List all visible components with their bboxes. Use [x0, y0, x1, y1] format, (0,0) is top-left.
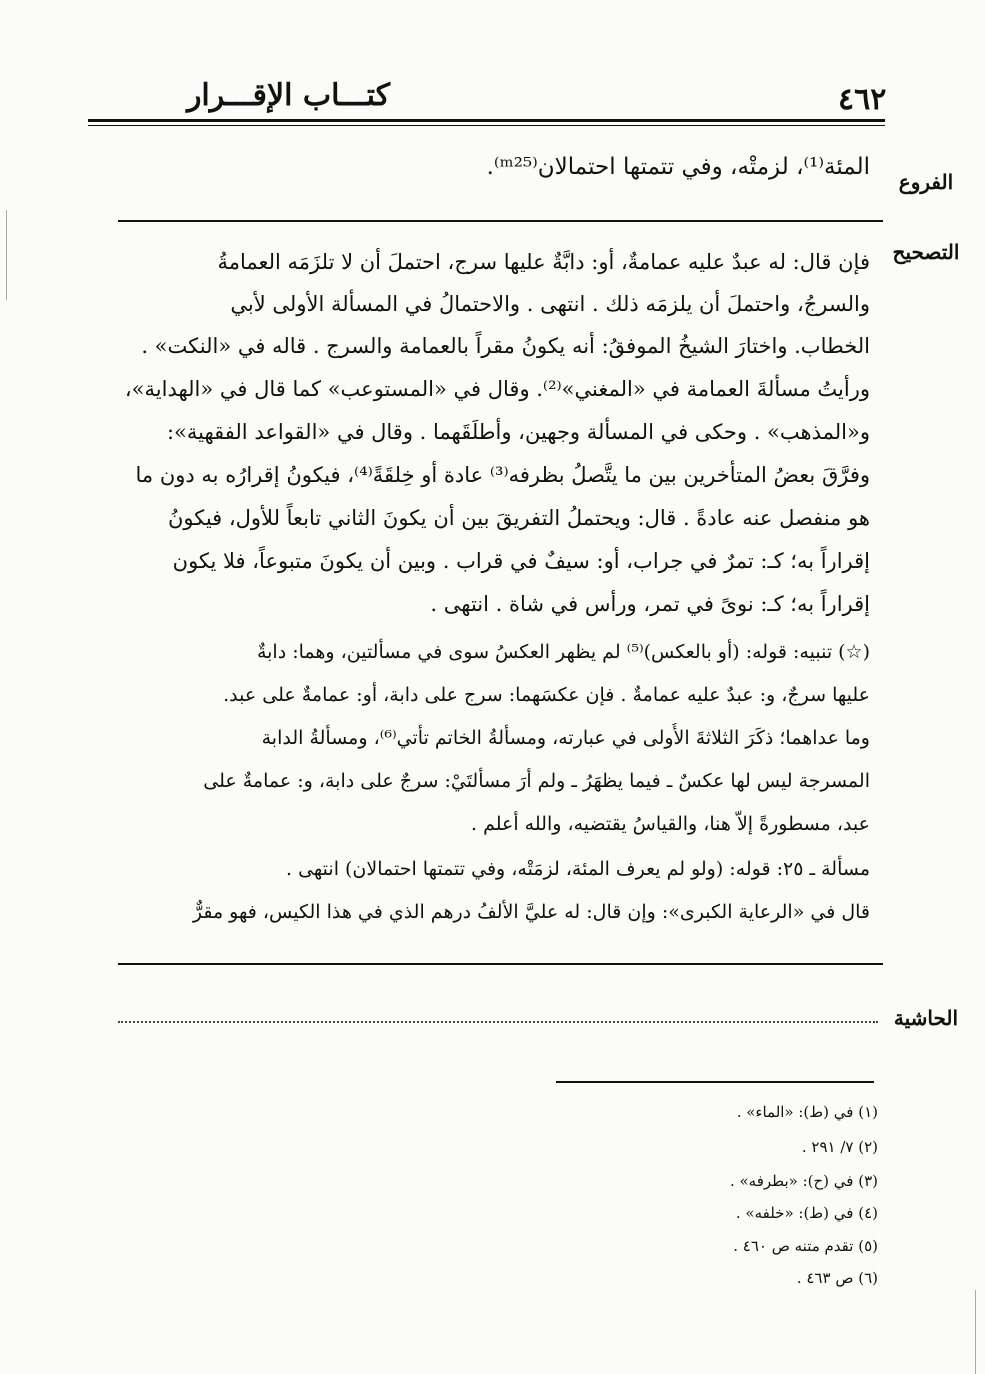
label-furu: الفروع: [898, 170, 954, 194]
tanbih-line: عليها سرجٌ، و: عبدٌ عليه عمامةٌ . فإن عكسَهما: سرج على دابة، أو: عمامةٌ على عبد.: [223, 684, 870, 706]
masala-line: مسألة ـ ٢٥: قوله: (ولو لم يعرف المئة، لزمَتْه، وفي تتمتها احتمالان) انتهى .: [286, 858, 870, 880]
tashih-line: إقراراً به؛ كـ: نوىً في تمر، ورأس في شاة . انتهى .: [430, 592, 870, 616]
scan-margin-mark: [6, 210, 7, 300]
tashih-line: فإن قال: له عبدٌ عليه عمامةٌ، أو: دابَّةٌ عليها سرج، احتملَ أن لا تلزَمَه العمامةُ: [217, 250, 870, 274]
tashih-line: إقراراً به؛ كـ: تمرٌ في جراب، أو: سيفٌ في قراب . وبين أن يكونَ متبوعاً، فلا يكون: [172, 549, 870, 573]
tanbih-line: المسرجة ليس لها عكسٌ ـ فيما يظهَرُ ـ ولم أرَ مسألتَيْ: سرجٌ على دابة، و: عمامةٌ على: [203, 770, 870, 792]
page-number: ٤٦٢: [838, 82, 887, 117]
tashih-separator: [118, 963, 883, 965]
tashih-line: والسرجُ، واحتملَ أن يلزمَه ذلك . انتهى . والاحتمالُ في المسألة الأولى لأبي: [230, 292, 870, 316]
footnote: (٥) تقدم متنه ص ٤٦٠ .: [733, 1237, 878, 1255]
tanbih-line: (☆) تنبيه: قوله: (أو بالعكس)⁽⁵⁾ لم يظهر العكسُ سوى في مسألتين، وهما: دابةٌ: [256, 641, 870, 663]
tanbih-line: وما عداهما؛ ذكَرَ الثلاثةَ الأُولى في عبارته، ومسألةُ الخاتم تأتي⁽⁶⁾، ومسألةُ الدابة: [261, 727, 870, 749]
book-title: كتـــاب الإقـــرار: [186, 78, 390, 113]
footnote: (١) في (ط): «الماء» .: [736, 1103, 878, 1121]
label-hashiya: الحاشية: [893, 1006, 959, 1030]
furu-text: المئة⁽¹⁾، لزمتْه، وفي تتمتها احتمالان⁽ᵐ²⁵⁾.: [486, 154, 870, 180]
masala-line: قال في «الرعاية الكبرى»: وإن قال: له عليَّ الألفُ درهم الذي في هذا الكيس، فهو مقرٌّ: [192, 901, 870, 923]
footnote: (٢) ٧/ ٢٩١ .: [801, 1138, 878, 1156]
tashih-line: وفرَّقَ بعضُ المتأخرين بين ما يتَّصلُ بظرفه⁽³⁾ عادة أو خِلقَةً⁽⁴⁾، فيكونُ إقرارُه به دون ما: [135, 463, 870, 487]
footnote-rule: [556, 1081, 874, 1083]
header-rule-thick: [88, 119, 885, 122]
footnote: (٣) في (ح): «بطرفه» .: [729, 1172, 878, 1190]
tanbih-line: عبد، مسطورةً إلاّ هنا، والقياسُ يقتضيه، والله أعلم .: [471, 813, 870, 835]
footnote: (٤) في (ط): «خلفه» .: [735, 1204, 878, 1222]
header-rule-thin: [88, 125, 885, 126]
footnote: (٦) ص ٤٦٣ .: [796, 1269, 878, 1287]
tashih-line: و«المذهب» . وحكى في المسألة وجهين، وأطلَقَهما . وقال في «القواعد الفقهية»:: [166, 420, 870, 444]
tashih-line: ورأيتُ مسألةَ العمامة في «المغني»⁽²⁾. وقال في «المستوعب» كما قال في «الهداية»،: [124, 377, 870, 401]
hashiya-dotted-line: [118, 1021, 878, 1023]
tashih-line: هو منفصل عنه عادةً . قال: ويحتملُ التفريقَ بين أن يكونَ الثاني تابعاً للأول، فيكونُ: [167, 506, 870, 530]
label-tashih: التصحيح: [892, 240, 960, 264]
tashih-line: الخطاب. واختارَ الشيخُ الموفقُ: أنه يكونُ مقراً بالعمامة والسرج . قاله في «النكت» .: [141, 334, 870, 358]
furu-separator: [118, 220, 883, 222]
scan-margin-mark: [975, 1290, 976, 1374]
